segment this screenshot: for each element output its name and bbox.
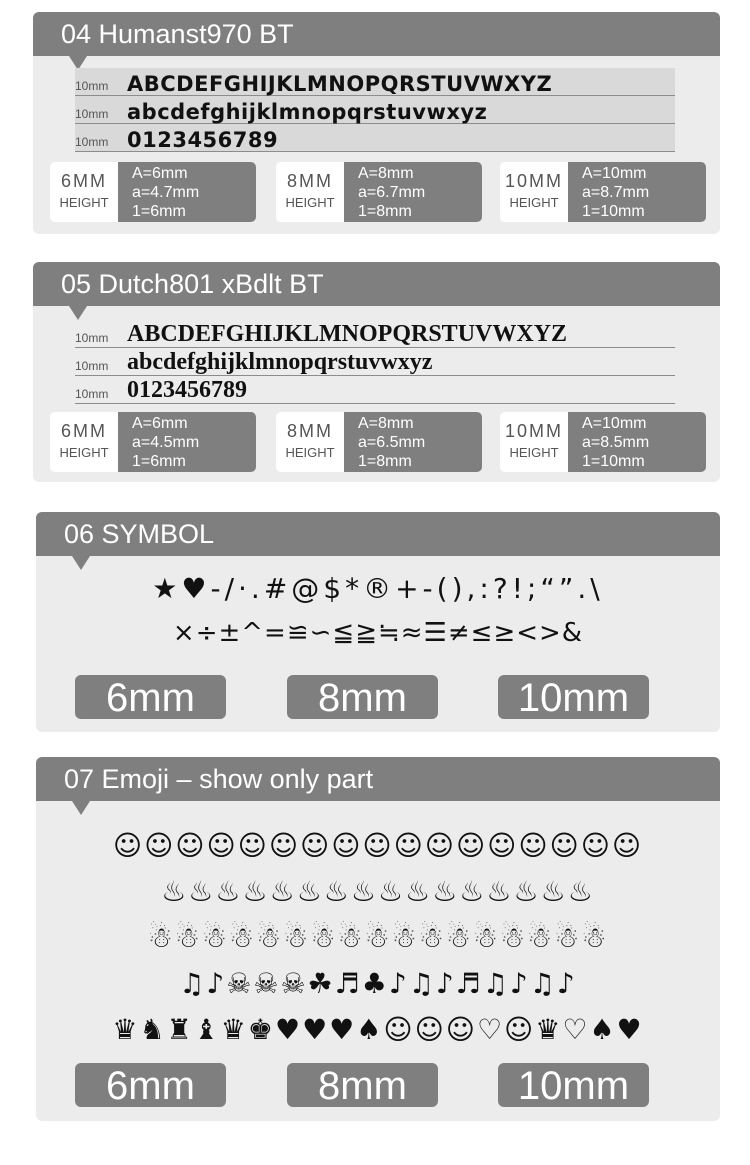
size-sublabel: HEIGHT <box>59 445 109 460</box>
size-pill-8mm: 8mm <box>287 675 438 719</box>
emoji-card <box>36 757 720 1121</box>
size-sublabel: HEIGHT <box>59 195 109 210</box>
emoji-row-music: ♫♪☠☠☠☘♬♣♪♫♪♬♫♪♫♪ <box>179 967 577 1000</box>
lowercase-height: a=4.7mm <box>132 184 200 201</box>
emoji-row-misc: ☃☃☃☃☃☃☃☃☃☃☃☃☃☃☃☃☃ <box>147 921 609 954</box>
section-title: 07 Emoji – show only part <box>36 757 720 801</box>
section-title: 06 SYMBOL <box>36 512 720 556</box>
size-option-6mm <box>50 412 256 472</box>
size-pill-10mm: 10mm <box>498 675 649 719</box>
emoji-row-games: ♛♞♜♝♛♚♥♥♥♠☺☺☺♡☺♛♡♠♥ <box>112 1013 644 1046</box>
size-label: 8MM <box>287 421 333 441</box>
size-option-10mm <box>500 412 706 472</box>
lowercase-sample: abcdefghijklmnopqrstuvwxyz <box>127 349 433 375</box>
sample-row-lowercase <box>75 348 675 376</box>
size-label: 8MM <box>287 171 333 191</box>
uppercase-height: A=8mm <box>358 415 414 432</box>
size-label: 10MM <box>504 421 563 441</box>
lowercase-sample: abcdefghijklmnopqrstuvwxyz <box>127 100 488 124</box>
size-label: 6MM <box>61 171 107 191</box>
size-sublabel: HEIGHT <box>285 195 335 210</box>
row-height-label: 10mm <box>75 107 109 121</box>
uppercase-sample: ABCDEFGHIJKLMNOPQRSTUVWXYZ <box>127 72 553 96</box>
digit-height: 1=10mm <box>582 203 645 220</box>
font-sample-block <box>75 68 675 152</box>
size-pill-8mm: 8mm <box>287 1063 438 1107</box>
lowercase-height: a=6.5mm <box>358 434 426 451</box>
lowercase-height: a=4.5mm <box>132 434 200 451</box>
font-sample-block <box>75 320 675 404</box>
symbol-row-2: ×÷±^=≌∽≦≧≒≈☰≠≤≥<>& <box>172 618 584 648</box>
size-sublabel: HEIGHT <box>285 445 335 460</box>
font-card-humanst <box>33 12 720 234</box>
digit-height: 1=6mm <box>132 453 186 470</box>
section-title: 05 Dutch801 xBdlt BT <box>33 262 720 306</box>
section-title: 04 Humanst970 BT <box>33 12 720 56</box>
digit-height: 1=6mm <box>132 203 186 220</box>
uppercase-height: A=6mm <box>132 165 188 182</box>
sample-row-digits <box>75 376 675 404</box>
uppercase-height: A=10mm <box>582 165 647 182</box>
digit-height: 1=10mm <box>582 453 645 470</box>
digits-sample: 0123456789 <box>127 128 279 152</box>
size-label: 10MM <box>504 171 563 191</box>
row-height-label: 10mm <box>75 331 109 345</box>
sample-row-uppercase <box>75 68 675 96</box>
size-sublabel: HEIGHT <box>509 195 559 210</box>
size-option-8mm <box>276 162 482 222</box>
symbol-row-1: ★♥-/·.#@$*®+-(),:?!;“”.\ <box>152 572 604 605</box>
symbol-card <box>36 512 720 732</box>
size-option-10mm <box>500 162 706 222</box>
lowercase-height: a=8.7mm <box>582 184 650 201</box>
emoji-row-food: ♨♨♨♨♨♨♨♨♨♨♨♨♨♨♨♨ <box>161 875 595 908</box>
sample-row-lowercase <box>75 96 675 124</box>
uppercase-height: A=6mm <box>132 415 188 432</box>
uppercase-height: A=8mm <box>358 165 414 182</box>
digit-height: 1=8mm <box>358 203 412 220</box>
font-card-dutch <box>33 262 720 482</box>
size-option-6mm <box>50 162 256 222</box>
emoji-row-faces: ☺☺☺☺☺☺☺☺☺☺☺☺☺☺☺☺☺ <box>112 829 644 862</box>
size-option-8mm <box>276 412 482 472</box>
size-label: 6MM <box>61 421 107 441</box>
lowercase-height: a=6.7mm <box>358 184 426 201</box>
row-height-label: 10mm <box>75 135 109 149</box>
size-pill-6mm: 6mm <box>75 675 226 719</box>
uppercase-height: A=10mm <box>582 415 647 432</box>
uppercase-sample: ABCDEFGHIJKLMNOPQRSTUVWXYZ <box>127 321 568 347</box>
row-height-label: 10mm <box>75 387 109 401</box>
digits-sample: 0123456789 <box>127 377 247 403</box>
size-pill-6mm: 6mm <box>75 1063 226 1107</box>
row-height-label: 10mm <box>75 79 109 93</box>
sample-row-digits <box>75 124 675 152</box>
sample-row-uppercase <box>75 320 675 348</box>
size-pill-10mm: 10mm <box>498 1063 649 1107</box>
lowercase-height: a=8.5mm <box>582 434 650 451</box>
size-sublabel: HEIGHT <box>509 445 559 460</box>
row-height-label: 10mm <box>75 359 109 373</box>
digit-height: 1=8mm <box>358 453 412 470</box>
